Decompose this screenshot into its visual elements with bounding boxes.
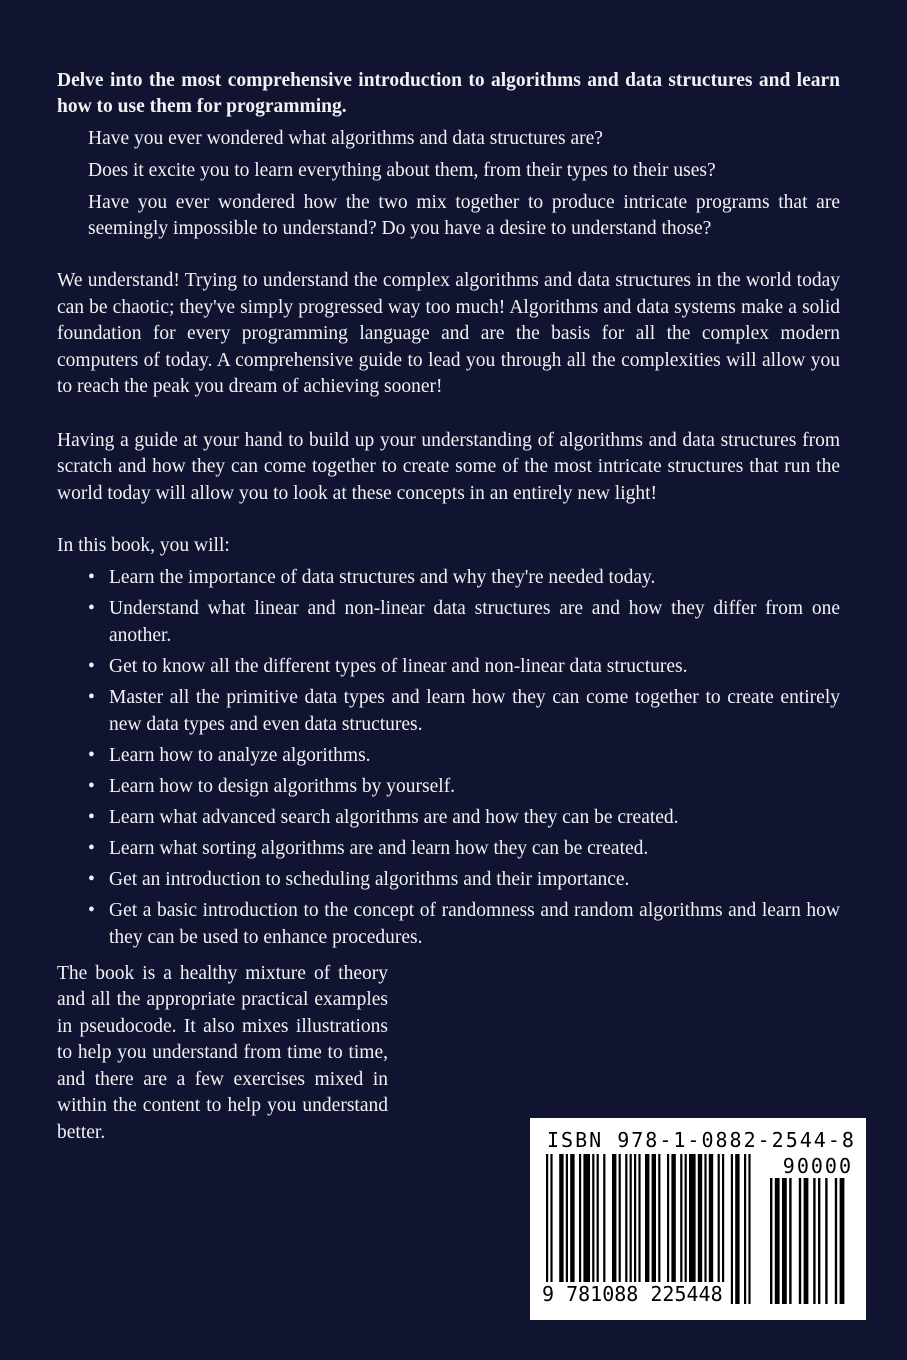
barcode-bar [840, 1178, 845, 1304]
isbn-label: ISBN 978-1-0882-2544-8 [547, 1128, 856, 1152]
intro-heading: Delve into the most comprehensive introduction to algorithms and data structures and learn how to use them for programming. [57, 70, 840, 117]
bullet-icon: • [88, 686, 95, 708]
isbn-barcode [530, 1118, 866, 1320]
barcode-bar [804, 1178, 809, 1304]
bullet-icon: • [88, 806, 95, 828]
bullet-icon: • [88, 837, 95, 859]
list-item-text: Learn what advanced search algorithms are and how they can be created. [109, 806, 679, 828]
list-item [57, 564, 840, 591]
list-intro: In this book, you will: [57, 535, 230, 556]
bullet-icon: • [88, 868, 95, 890]
list-item-text: Master all the primitive data types and learn how they can come together to create entirely new data types and even data structures. [109, 686, 840, 735]
list-item-text: Get an introduction to scheduling algorithms and their importance. [109, 868, 630, 890]
list-item-text: Learn the importance of data structures and why they're needed today. [109, 566, 656, 588]
list-item [57, 773, 840, 800]
list-item-text: Understand what linear and non-linear data structures are and how they differ from one another. [109, 597, 840, 646]
bullet-icon: • [88, 899, 95, 921]
bullet-icon: • [88, 775, 95, 797]
barcode-addon-number: 90000 [782, 1154, 853, 1178]
list-item-text: Get a basic introduction to the concept of randomness and random algorithms and learn how they can be used to enhance procedures. [109, 899, 840, 948]
list-item [57, 742, 840, 769]
barcode-bar [789, 1178, 791, 1304]
barcode-bar [731, 1154, 733, 1304]
question-3: Have you ever wondered how the two mix together to produce intricate programs that are seemingly impossible to understand? Do you have a desire to understand those? [88, 192, 840, 239]
list-item-text: Learn how to design algorithms by yourself. [109, 775, 456, 797]
list-item [57, 804, 840, 831]
bullet-icon: • [88, 655, 95, 677]
paragraph-guide: Having a guide at your hand to build up your understanding of algorithms and data structures from scratch and how they can come together to create some of the most intricate structures that run the world today will allow you to look at these concepts in an entirely new light! [57, 429, 840, 504]
barcode-bar [825, 1178, 827, 1304]
list-item [57, 897, 840, 951]
list-item [57, 653, 840, 680]
barcode-bar [799, 1178, 801, 1304]
barcode-bar [735, 1154, 739, 1304]
barcode-bar [770, 1178, 772, 1304]
barcode-bar [835, 1178, 837, 1304]
question-2: Does it excite you to learn everything about them, from their types to their uses? [88, 160, 716, 181]
paragraph-understand: We understand! Trying to understand the complex algorithms and data structures in the world today can be chaotic; they've simply progressed way too much! Algorithms and data systems make a solid foundation for every programming language and are the basis for all the complex modern computers of today. A comprehensive guide to lead you through all the complexities will allow you to reach the peak you dream of achieving sooner! [57, 270, 840, 397]
list-item [57, 684, 840, 738]
learn-list [57, 564, 840, 951]
barcode-bar [782, 1178, 787, 1304]
list-item-text: Learn how to analyze algorithms. [109, 744, 371, 766]
barcode-bar [813, 1178, 815, 1304]
list-item-text: Learn what sorting algorithms are and learn how they can be created. [109, 837, 649, 859]
list-item [57, 866, 840, 893]
barcode-bar [744, 1154, 746, 1304]
barcode-bar [775, 1178, 780, 1304]
bullet-icon: • [88, 597, 95, 619]
list-item-text: Get to know all the different types of linear and non-linear data structures. [109, 655, 688, 677]
bullet-icon: • [88, 744, 95, 766]
barcode-bar [748, 1154, 750, 1304]
closing-paragraph: The book is a healthy mixture of theory and all the appropriate practical examples in pseudocode. It also mixes illustrations to help you understand from time to time, and there are a few exercises mixed in within the content to help you understand better. [57, 962, 388, 1143]
barcode-digits: 9 781088 225448 [542, 1282, 723, 1306]
list-item [57, 835, 840, 862]
barcode-bar [818, 1178, 820, 1304]
list-item [57, 595, 840, 649]
back-cover-text [57, 68, 840, 1166]
question-1: Have you ever wondered what algorithms and data structures are? [88, 128, 603, 149]
bullet-icon: • [88, 566, 95, 588]
barcode-addon-bars [770, 1178, 850, 1304]
